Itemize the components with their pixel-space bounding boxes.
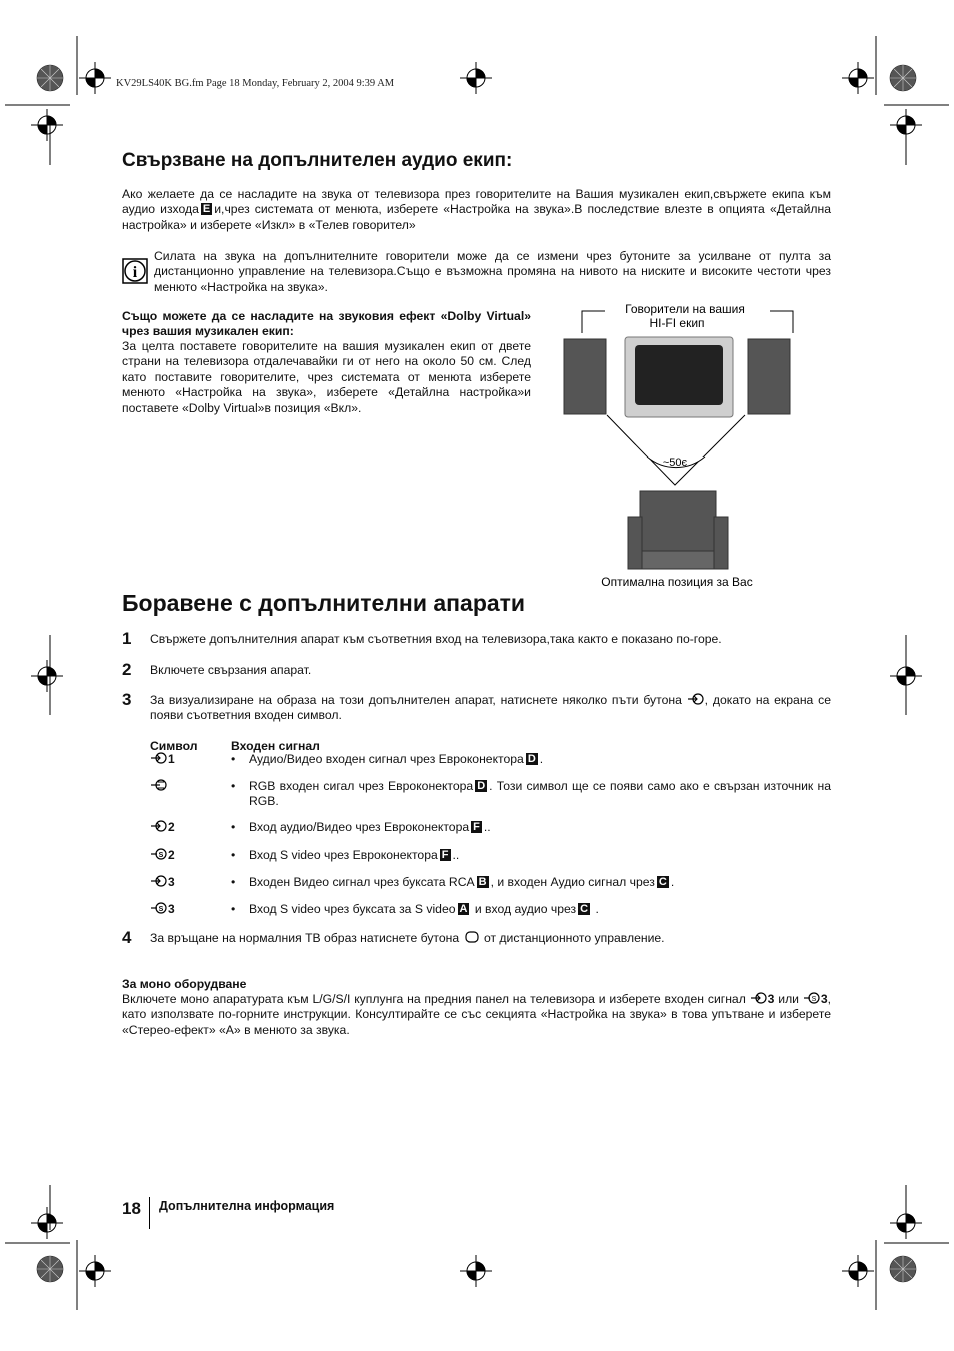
connector-a-box: A bbox=[459, 903, 468, 915]
signal-row: Вход S video чрез Евроконектора F .. bbox=[249, 848, 460, 862]
page-number: 18 bbox=[122, 1199, 141, 1218]
step-1-text: Свържете допълнителния апарат към съответния вход на телевизора,така както е показано по-горе. bbox=[150, 632, 722, 646]
dolby-paragraph: За целта поставете говорителите на вашия музикален екип от двете страни на телевизора отдалечавайки ги от него на около 50 см. След като поставите говорителите, чрез системата от менюта изберете менюто «Настройка на звука», изберете «Детайлна настройка»и поставете «Dolby Virtual»в позиция «Вкл». bbox=[122, 339, 531, 415]
step-number: 3 bbox=[122, 690, 132, 709]
bullet: • bbox=[231, 820, 236, 834]
signal-row: Вход аудио/Видео чрез Евроконектора F .. bbox=[249, 820, 491, 834]
left-speaker bbox=[564, 339, 606, 414]
section-title-audio: Свързване на допълнителен аудио екип: bbox=[122, 150, 513, 171]
listening-lines bbox=[607, 415, 745, 485]
connector-f-box: F bbox=[441, 849, 449, 861]
connector-b-box: B bbox=[478, 876, 487, 888]
info-icon bbox=[122, 258, 148, 284]
speakers-label-1: Говорители на вашия bbox=[625, 302, 745, 316]
svideo-input-icon bbox=[150, 848, 168, 860]
file-header: KV29LS40K BG.fm Page 18 Monday, February 2, 2004 9:39 AM bbox=[116, 78, 395, 89]
armchair bbox=[628, 491, 728, 569]
svideo-input-icon bbox=[803, 992, 821, 1004]
right-speaker bbox=[748, 339, 790, 414]
step-number: 1 bbox=[122, 629, 132, 648]
step-number: 2 bbox=[122, 660, 132, 679]
step-3-text: За визуализиране на образа на този допълнителен апарат, натиснете няколко пъти бутона , докато на екрана се появи съответния входен символ. bbox=[150, 693, 831, 723]
step-4-text: За връщане на нормалния ТВ образ натиснете бутона от дистанционното управление. bbox=[150, 931, 665, 945]
svg-text:i: i bbox=[132, 264, 138, 281]
dolby-heading: Също можете да се насладите на звуковия ефект «Dolby Virtual» чрез вашия музикален екип: bbox=[122, 309, 531, 339]
input-symbol-svideo2: S 2 bbox=[150, 848, 175, 862]
signal-row: Вход S video чрез буксата за S video A и вход аудио чрез C . bbox=[249, 902, 599, 916]
signal-row: Входен Видео сигнал чрез буксата RCA B , и входен Аудио сигнал чрез C . bbox=[249, 875, 675, 889]
av-input-icon bbox=[150, 875, 168, 887]
bullet: • bbox=[231, 902, 236, 916]
input-symbol-av3: 3 bbox=[150, 875, 175, 889]
av-input-icon bbox=[150, 820, 168, 832]
input-symbol-av1: 1 bbox=[150, 752, 175, 766]
bullet: • bbox=[231, 752, 236, 766]
connector-e-box: E bbox=[202, 203, 211, 216]
svideo-input-icon bbox=[150, 902, 168, 914]
table-head-signal: Входен сигнал bbox=[231, 739, 320, 753]
footer-divider bbox=[149, 1197, 150, 1229]
mono-title: За моно оборудване bbox=[122, 977, 247, 991]
bullet: • bbox=[231, 875, 236, 889]
step-number: 4 bbox=[122, 928, 132, 947]
connector-c-box: C bbox=[658, 876, 667, 888]
info-note: Силата на звука на допълнителните говорители може да се измени чрез бутоните за усилване от пулта за дистанционно управление на телевизора.Също е възможна промяна на нивото на ниските и високите честоти чрез менюто «Настройка на звука». bbox=[154, 249, 831, 294]
input-symbol-svideo3: S 3 bbox=[150, 902, 175, 916]
tv-button-icon bbox=[463, 931, 481, 943]
connector-d-box: D bbox=[477, 780, 486, 792]
input-symbol-av2: 2 bbox=[150, 820, 175, 834]
input-symbol-rgb bbox=[150, 779, 168, 793]
rgb-input-icon bbox=[150, 779, 168, 791]
mono-paragraph: Включете моно апаратурата към L/G/S/I куплунга на предния панел на телевизора и изберете входен сигнал 3 или S 3, като използвате по-горните инструкции. Консултирайте се със секцията «Настройка на звука» в това упътване и изберете «Стерео-ефект» «А» в менюто за звука. bbox=[122, 992, 831, 1037]
input-select-icon bbox=[687, 693, 705, 705]
speakers-label-2: HI-FI екип bbox=[649, 316, 705, 330]
svg-text:S: S bbox=[158, 852, 164, 859]
angle-label: ~50є bbox=[662, 457, 688, 469]
connector-f-box: F bbox=[473, 821, 480, 833]
section-title-devices: Боравене с допълнителни апарати bbox=[122, 590, 526, 616]
svg-text:S: S bbox=[158, 906, 164, 913]
table-head-symbol: Символ bbox=[150, 739, 198, 753]
signal-row: Аудио/Видео входен сигнал чрез Евроконектора D . bbox=[249, 752, 544, 766]
connector-c-box: C bbox=[580, 903, 589, 915]
step-2-text: Включете свързания апарат. bbox=[150, 663, 312, 677]
bullet: • bbox=[231, 848, 236, 862]
audio-paragraph: Ако желаете да се насладите на звука от телевизора през говорителите на Вашия музикален екип,свържете екипа към аудио изхода E и,чрез системата от менюта, изберете «Настройка на звука».В последствие влезте в опцията «Детайлна настройка» и изберете «Изкл» в «Телев говорител» bbox=[122, 187, 832, 232]
position-label: Оптимална позиция за Вас bbox=[601, 575, 753, 589]
bullet: • bbox=[231, 779, 236, 793]
footer-section-name: Допълнителна информация bbox=[159, 1199, 335, 1213]
speaker-placement-diagram bbox=[555, 295, 805, 600]
av-input-icon bbox=[150, 752, 168, 764]
av-input-icon bbox=[750, 992, 768, 1004]
svg-text:S: S bbox=[811, 996, 817, 1003]
tv-set bbox=[625, 337, 733, 417]
signal-row: RGB входен сигал чрез Евроконектора D . Този символ ще се появи само ако е свързан източник на RGB. bbox=[249, 779, 831, 809]
connector-d-box: D bbox=[527, 753, 536, 765]
